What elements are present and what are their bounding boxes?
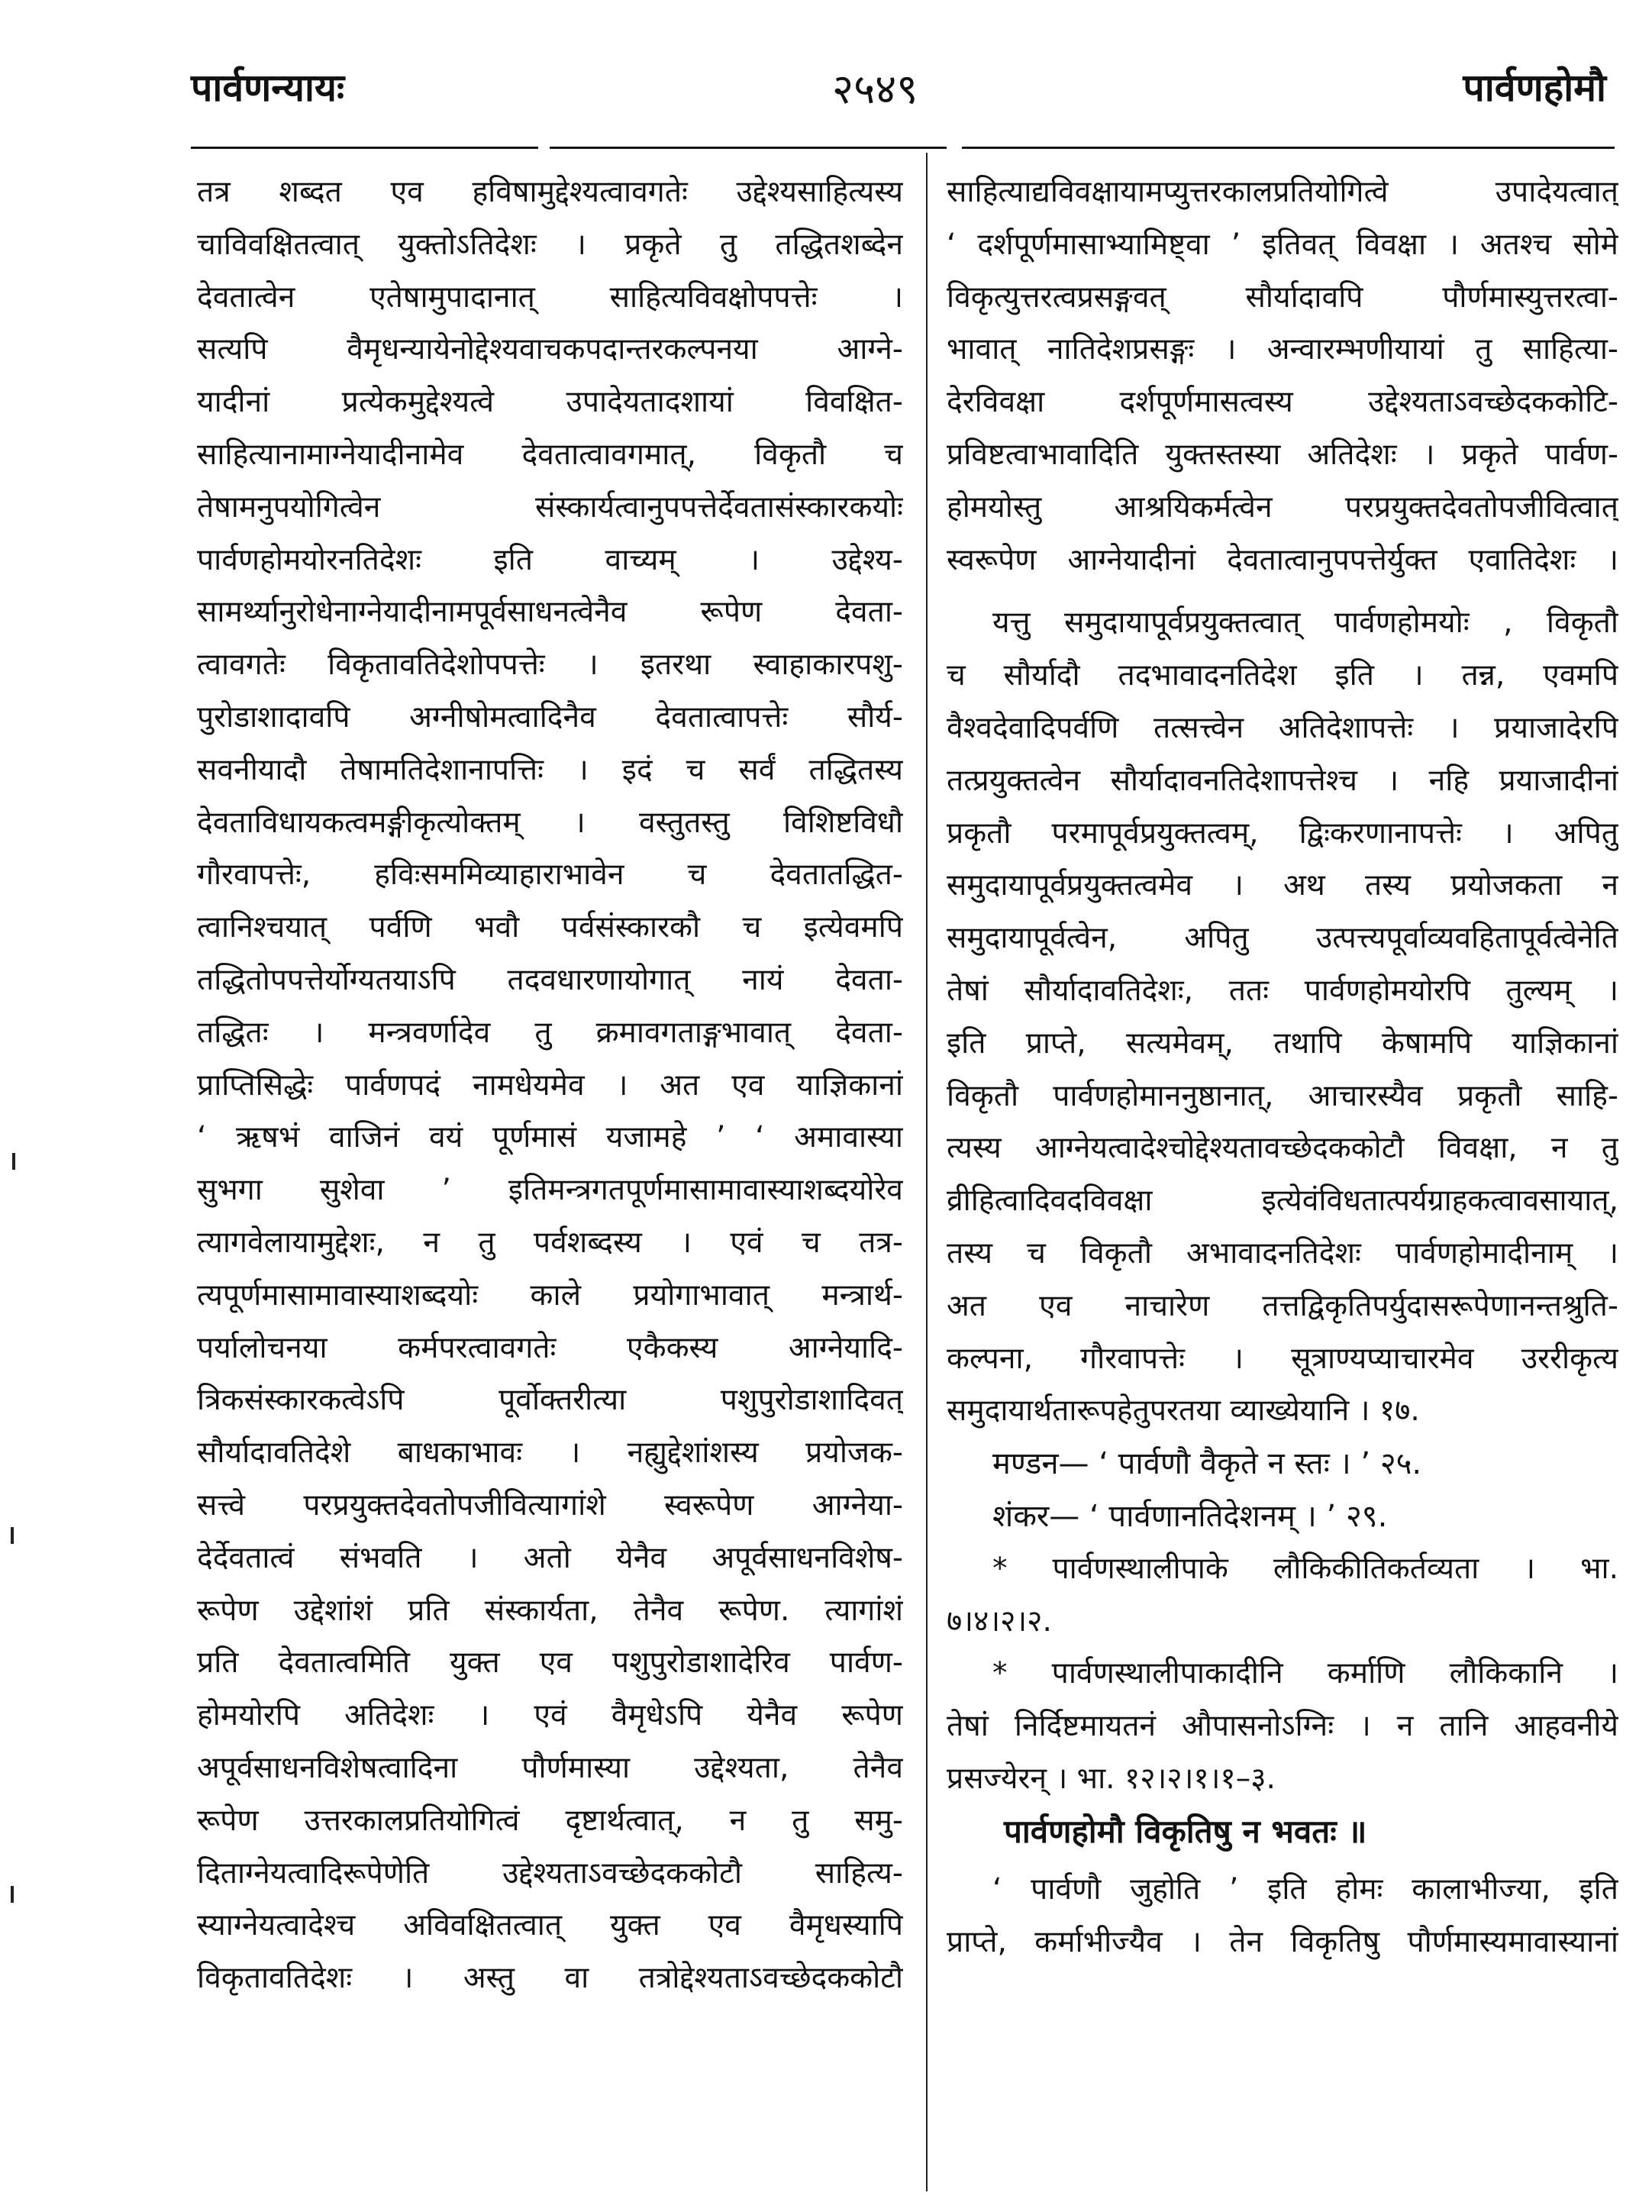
- text-line: कल्पना, गौरवापत्तेः । सूत्राण्यप्याचारमेव उररीकृत्य: [947, 1341, 1618, 1376]
- text-line: सत्त्वे परप्रयुक्तदेवतोपजीवित्यागांशे स्वरूपेण आग्नेया-: [197, 1487, 903, 1523]
- text-line: सत्यपि वैमृधन्यायेनोद्देश्यवाचकपदान्तरकल्पनया आग्ने-: [197, 332, 903, 367]
- right-column: [947, 166, 1618, 1968]
- text-line: पुरोडाशादावपि अग्नीषोमत्वादिनैव देवतात्वापत्तेः सौर्य-: [197, 699, 903, 735]
- text-line: सुभगा सुशेवा ’ इतिमन्त्रगतपूर्णमासामावास्याशब्दयोरेव: [197, 1173, 903, 1208]
- note-line: * पार्वणस्थालीपाकादीनि कर्माणि लौकिकानि ।: [992, 1656, 1618, 1691]
- margin-mark: [11, 1527, 14, 1544]
- text-line: देवतात्वेन एतेषामुपादानात् साहित्यविवक्षोपपत्तेः ।: [197, 279, 903, 315]
- header-rule-left: [191, 147, 538, 149]
- text-line: साहित्यानामाग्नेयादीनामेव देवतात्वावगमात्, विकृतौ च: [197, 437, 903, 472]
- text-line: चाविवक्षितत्वात् युक्तोऽतिदेशः । प्रकृते तु तद्धितशब्देन: [197, 227, 903, 262]
- header-rule-right: [962, 147, 1615, 149]
- text-line: प्राप्ते, कर्माभीज्यैव । तेन विकृतिषु पौर्णमास्यमावास्यानां: [947, 1924, 1618, 1959]
- text-line: देवताविधायकत्वमङ्गीकृत्योक्तम् । वस्तुतस्तु विशिष्टविधौ: [197, 805, 903, 840]
- text-line: अपूर्वसाधनविशेषत्वादिना पौर्णमास्या उद्देश्यता, तेनैव: [197, 1750, 903, 1785]
- header-rule-middle: [550, 147, 947, 149]
- text-line: तद्धितोपपत्तेर्योग्यतयाऽपि तदवधारणायोगात् नायं देवता-: [197, 962, 903, 997]
- text-line: यादीनां प्रत्येकमुद्देश्यत्वे उपादेयतादशायां विवक्षित-: [197, 385, 903, 420]
- page-number: २५४९: [832, 65, 918, 113]
- text-line: देर्देवतात्वं संभवति । अतो येनैव अपूर्वसाधनविशेष-: [197, 1540, 903, 1575]
- text-line: सवनीयादौ तेषामतिदेशानापत्तिः । इदं च सर्वं तद्धितस्य: [197, 752, 903, 787]
- text-line: इति प्राप्ते, सत्यमेवम्, तथापि केषामपि याज्ञिकानां: [947, 1025, 1618, 1061]
- text-line: दिताग्नेयत्वादिरूपेणेति उद्देश्यताऽवच्छेदककोटौ साहित्य-: [197, 1855, 903, 1891]
- text-line: भावात् नातिदेशप्रसङ्गः । अन्वारम्भणीयायां तु साहित्या-: [947, 332, 1618, 367]
- note-line: तेषां निर्दिष्टमायतनं औपासनोऽग्निः । न तानि आहवनीये: [947, 1709, 1618, 1744]
- text-line: व्रीहित्वादिवदविवक्षा इत्येवंविधतात्पर्यग्राहकत्वावसायात्,: [947, 1184, 1618, 1219]
- text-line: प्रकृतौ परमापूर्वप्रयुक्तत्वम्, द्विःकरणानापत्तेः । अपितु: [947, 815, 1618, 851]
- text-line: त्रिकसंस्कारकत्वेऽपि पूर्वोक्तरीत्या पशुपुरोडाशादिवत्: [197, 1383, 903, 1418]
- text-line: च सौर्यादौ तदभावादनतिदेश इति । तन्न, एवमपि: [947, 658, 1618, 693]
- text-line: त्यस्य आग्नेयत्वादेश्चोद्देश्यतावच्छेदककोटौ विवक्षा, न तु: [947, 1131, 1618, 1166]
- text-line: विकृतावतिदेशः । अस्तु वा तत्रोद्देश्यताऽवच्छेदककोटौ: [197, 1961, 903, 1996]
- text-line: विकृतौ पार्वणहोमाननुष्ठानात्, आचारस्यैव प्रकृतौ साहि-: [947, 1078, 1618, 1113]
- text-line: सामर्थ्यानुरोधेनाग्नेयादीनामपूर्वसाधनत्वेनैव रूपेण देवता-: [197, 595, 903, 630]
- text-line: ‘ पार्वणौ जुहोति ’ इति होमः कालाभीज्या, इति: [992, 1871, 1618, 1907]
- text-line: तेषामनुपयोगित्वेन संस्कार्यत्वानुपपत्तेर्देवतासंस्कारकयोः: [197, 489, 903, 525]
- text-line: त्वानिश्चयात् पर्वणि भवौ पर्वसंस्कारकौ च इत्येवमपि: [197, 910, 903, 945]
- reference-mandana: मण्डन— ‘ पार्वणौ वैकृते न स्तः । ’ २५.: [992, 1446, 1422, 1482]
- margin-mark: [11, 1886, 14, 1903]
- text-line: समुदायार्थतारूपहेतुपरतया व्याख्येयानि । १७.: [947, 1393, 1420, 1429]
- text-line: देरविवक्षा दर्शपूर्णमासत्वस्य उद्देश्यताऽवच्छेदककोटि-: [947, 385, 1618, 420]
- text-line: तेषां सौर्यादावतिदेशः, ततः पार्वणहोमयोरपि तुल्यम् ।: [947, 973, 1618, 1008]
- text-line: त्यागवेलायामुद्देशः, न तु पर्वशब्दस्य । एवं च तत्र-: [197, 1225, 903, 1260]
- text-line: रूपेण उद्देशांशं प्रति संस्कार्यता, तेनैव रूपेण. त्यागांशं: [197, 1593, 903, 1628]
- text-line: ‘ ऋषभं वाजिनं वयं पूर्णमासं यजामहे ’ ‘ अमावास्या: [197, 1120, 903, 1155]
- note-line: * पार्वणस्थालीपाके लौकिकीतिकर्तव्यता । भा.: [992, 1551, 1618, 1586]
- text-line: साहित्याद्यविवक्षायामप्युत्तरकालप्रतियोगित्वे उपादेयत्वात्: [947, 175, 1618, 209]
- text-line: त्वावगतेः विकृतावतिदेशोपपत्तेः । इतरथा स्वाहाकारपशु-: [197, 647, 903, 683]
- text-line: होमयोस्तु आश्रयिकर्मत्वेन परप्रयुक्तदेवतोपजीवित्वात्: [947, 489, 1618, 525]
- text-line: विकृत्युत्तरत्वप्रसङ्गवत् सौर्यादावपि पौर्णमास्युत्तरत्वा-: [947, 279, 1618, 315]
- text-line: त्यपूर्णमासामावास्याशब्दयोः काले प्रयोगाभावात् मन्त्रार्थ-: [197, 1277, 903, 1313]
- text-line: यत्तु समुदायापूर्वप्रयुक्तत्वात् पार्वणहोमयोः , विकृतौ: [992, 605, 1618, 641]
- text-line: तत्प्रयुक्तत्वेन सौर्यादावनतिदेशापत्तेश्च । नहि प्रयाजादीनां: [947, 763, 1618, 798]
- text-line: ‘ दर्शपूर्णमासाभ्यामिष्ट्वा ’ इतिवत् विवक्षा । अतश्च सोमे: [947, 227, 1618, 262]
- text-line: तद्धितः । मन्त्रवर्णादेव तु क्रमावगताङ्गभावात् देवता-: [197, 1015, 903, 1050]
- text-line: प्राप्तिसिद्धेः पार्वणपदं नामधेयमेव । अत एव याज्ञिकानां: [197, 1067, 903, 1103]
- running-head-left: पार्वणन्यायः: [191, 66, 345, 110]
- text-line: अत एव नाचारेण तत्तद्विकृतिपर्युदासरूपेणानन्तश्रुति-: [947, 1288, 1618, 1323]
- note-line: ७।४।२।२.: [947, 1603, 1052, 1639]
- left-column: [197, 166, 903, 2005]
- text-line: होमयोरपि अतिदेशः । एवं वैमृधेऽपि येनैव रूपेण: [197, 1698, 903, 1733]
- text-line: स्वरूपेण आग्नेयादीनां देवतात्वानुपपत्तेर्युक्त एवातिदेशः ।: [947, 542, 1618, 577]
- running-head-right: पार्वणहोमौ: [1463, 66, 1606, 110]
- column-divider: [926, 153, 928, 2191]
- text-line: समुदायापूर्वत्वेन, अपितु उत्पत्त्यपूर्वाव्यवहितापूर्वत्वेनेति: [947, 921, 1618, 956]
- text-line: समुदायापूर्वप्रयुक्तत्वमेव । अथ तस्य प्रयोजकता न: [947, 868, 1618, 903]
- text-line: तस्य च विकृतौ अभावादनतिदेशः पार्वणहोमादीनाम् ।: [947, 1235, 1618, 1271]
- text-line: प्रविष्टत्वाभावादिति युक्तस्तस्या अतिदेशः । प्रकृते पार्वण-: [947, 437, 1618, 472]
- text-line: वैश्वदेवादिपर्वणि तत्सत्त्वेन अतिदेशापत्तेः । प्रयाजादेरपि: [947, 710, 1618, 745]
- text-line: रूपेण उत्तरकालप्रतियोगित्वं दृष्टार्थत्वात्, न तु समु-: [197, 1803, 903, 1838]
- text-line: प्रति देवतात्वमिति युक्त एव पशुपुरोडाशादेरिव पार्वण-: [197, 1645, 903, 1681]
- section-heading: पार्वणहोमौ विकृतिषु न भवतः ॥: [1004, 1812, 1367, 1850]
- text-line: स्याग्नेयत्वादेश्च अविवक्षितत्वात् युक्त एव वैमृधस्यापि: [197, 1908, 903, 1943]
- text-line: तत्र शब्दत एव हविषामुद्देश्यत्वावगतेः उद्देश्यसाहित्यस्य: [197, 175, 903, 209]
- text-line: पर्यालोचनया कर्मपरत्वावगतेः एकैकस्य आग्नेयादि-: [197, 1330, 903, 1365]
- margin-mark: [12, 1153, 15, 1170]
- note-line: प्रसज्येरन् । भा. १२।२।१।१–३.: [947, 1761, 1276, 1796]
- text-line: पार्वणहोमयोरनतिदेशः इति वाच्यम् । उद्देश्य-: [197, 542, 903, 577]
- text-line: सौर्यादावतिदेशे बाधकाभावः । नह्युद्देशांशस्य प्रयोजक-: [197, 1435, 903, 1471]
- reference-shankara: शंकर— ‘ पार्वणानतिदेशनम् । ’ २९.: [992, 1498, 1388, 1534]
- text-line: गौरवापत्तेः, हविःसममिव्याहाराभावेन च देवतातद्धित-: [197, 857, 903, 893]
